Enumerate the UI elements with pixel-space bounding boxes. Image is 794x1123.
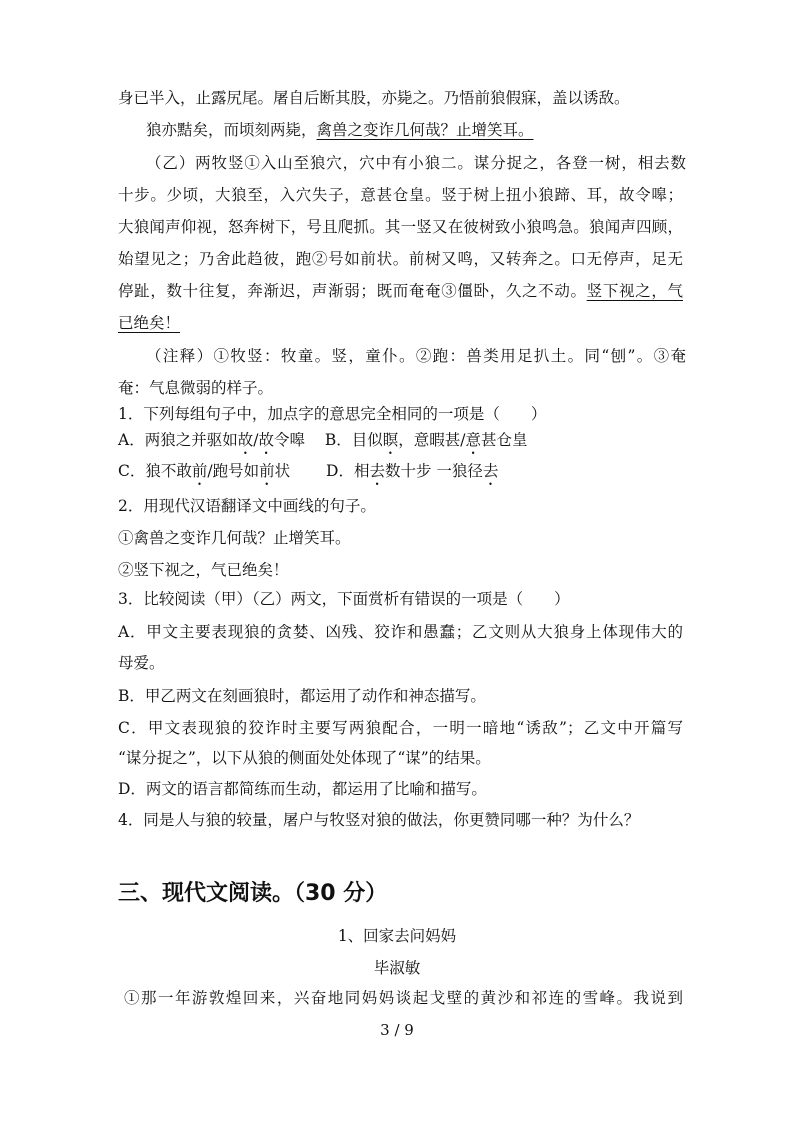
underlined-sentence-2-end: 已绝矣！ <box>118 314 181 332</box>
dotted-char: 前 <box>259 462 275 480</box>
article-paragraph-1: ①那一年游敦煌回来，兴奋地同妈妈谈起戈壁的黄沙和祁连的雪峰。我说到 <box>124 989 683 1007</box>
dotted-char: 前 <box>191 462 208 480</box>
question-2: 2．用现代汉语翻译文中画线的句子。 <box>118 497 376 515</box>
option-b-tail: 甚仓皇 <box>481 431 528 449</box>
passage-yi-line-6 <box>118 313 683 333</box>
notes-line-1: （注释）①牧竖：牧童。竖，童仆。②跑：兽类用足扒土。同“刨”。③奄 <box>146 347 686 365</box>
question-4: 4．同是人与狼的较量，屠户与牧竖对狼的做法，你更赞同哪一种？为什么？ <box>118 811 640 829</box>
question-1-options-cd <box>118 461 683 489</box>
question-3-option-b: B．甲乙两文在刻画狼时，都运用了动作和神态描写。 <box>118 687 486 705</box>
option-a-text: A．两狼之并驱如 <box>118 431 238 449</box>
notes-line-2: 奄：气息微弱的样子。 <box>118 379 274 397</box>
passage-jia-line-2-text: 狼亦黠矣，而顷刻两毙， <box>146 121 317 139</box>
question-1-options-ab <box>118 430 683 458</box>
option-d <box>326 462 498 480</box>
article-title: 1、回家去问妈妈 <box>337 927 457 945</box>
option-a-tail: 令嗥 <box>273 431 305 449</box>
option-a-sep: / <box>253 431 259 449</box>
option-d-text: D．相 <box>326 462 370 480</box>
passage-yi-line-5-text: 停趾，数十往复，奔渐迟，声渐弱；既而奄奄③僵卧，久之不动。 <box>118 282 587 300</box>
option-b-text: B．目似 <box>324 431 383 449</box>
dotted-char: 瞑 <box>382 431 399 449</box>
question-3: 3．比较阅读（甲）（乙）两文，下面赏析有错误的一项是（ ） <box>118 590 570 608</box>
question-2-sentence-2: ②竖下视之，气已绝矣！ <box>118 561 289 579</box>
option-b <box>325 431 528 449</box>
page-number: 3 / 9 <box>380 1021 414 1039</box>
dotted-char: 去 <box>482 462 499 480</box>
underlined-sentence-1: 禽兽之变诈几何哉？止增笑耳。 <box>316 121 534 139</box>
question-3-option-d: D．两文的语言都简练而生动，都运用了比喻和描写。 <box>118 780 487 798</box>
option-d-sep: 数十步 一狼径 <box>384 462 483 480</box>
option-a <box>118 431 305 449</box>
option-c <box>118 462 290 480</box>
dotted-char: 故 <box>237 431 254 449</box>
question-3-option-c-line-1: C．甲文表现狼的狡诈时主要写两狼配合，一明一暗地“诱敌”；乙文中开篇写 <box>118 719 683 737</box>
passage-yi-line-2: 十步。少顷，大狼至，入穴失子，意甚仓皇。竖于树上扭小狼蹄、耳，故令嗥； <box>118 186 683 204</box>
dotted-char: 故 <box>258 431 274 449</box>
passage-jia-line-2 <box>146 120 686 140</box>
passage-yi-line-4: 始望见之；乃舍此趋彼，跑②号如前状。前树又鸣，又转奔之。口无停声，足无 <box>118 250 683 268</box>
passage-yi-line-3: 大狼闻声仰视，怒奔树下，号且爬抓。其一竖又在彼树致小狼鸣急。狼闻声四顾， <box>118 218 683 236</box>
option-c-text: C．狼不敢 <box>118 462 192 480</box>
dotted-char: 意 <box>465 431 482 449</box>
question-3-option-a-line-2: 母爱。 <box>118 654 165 672</box>
question-2-sentence-1: ①禽兽之变诈几何哉？止增笑耳。 <box>118 529 351 547</box>
option-c-tail: 状 <box>274 462 291 480</box>
question-1: 1．下列每组句子中，加点字的意思完全相同的一项是（ ） <box>118 405 547 423</box>
passage-yi-line-5 <box>118 281 683 301</box>
dotted-char: 去 <box>369 462 385 480</box>
question-3-option-a-line-1: A．甲文主要表现狼的贪婪、凶残、狡诈和愚蠢；乙文则从大狼身上体现伟大的 <box>118 623 683 641</box>
article-author: 毕淑敏 <box>373 959 421 977</box>
section-heading: 三、现代文阅读。（30 分） <box>118 881 388 906</box>
option-c-sep: /跑号如 <box>207 462 260 480</box>
question-3-option-c-line-2: “谋分捉之”，以下从狼的侧面处处体现了“谋”的结果。 <box>118 749 491 767</box>
underlined-sentence-2: 竖下视之，气 <box>586 282 683 300</box>
passage-jia-line-1: 身已半入，止露尻尾。屠自后断其股，亦毙之。乃悟前狼假寐，盖以诱敌。 <box>118 89 630 107</box>
passage-yi-line-1: （乙）两牧竖①入山至狼穴，穴中有小狼二。谋分捉之，各登一树，相去数 <box>146 154 686 172</box>
option-b-sep: ，意暇甚/ <box>398 431 466 449</box>
